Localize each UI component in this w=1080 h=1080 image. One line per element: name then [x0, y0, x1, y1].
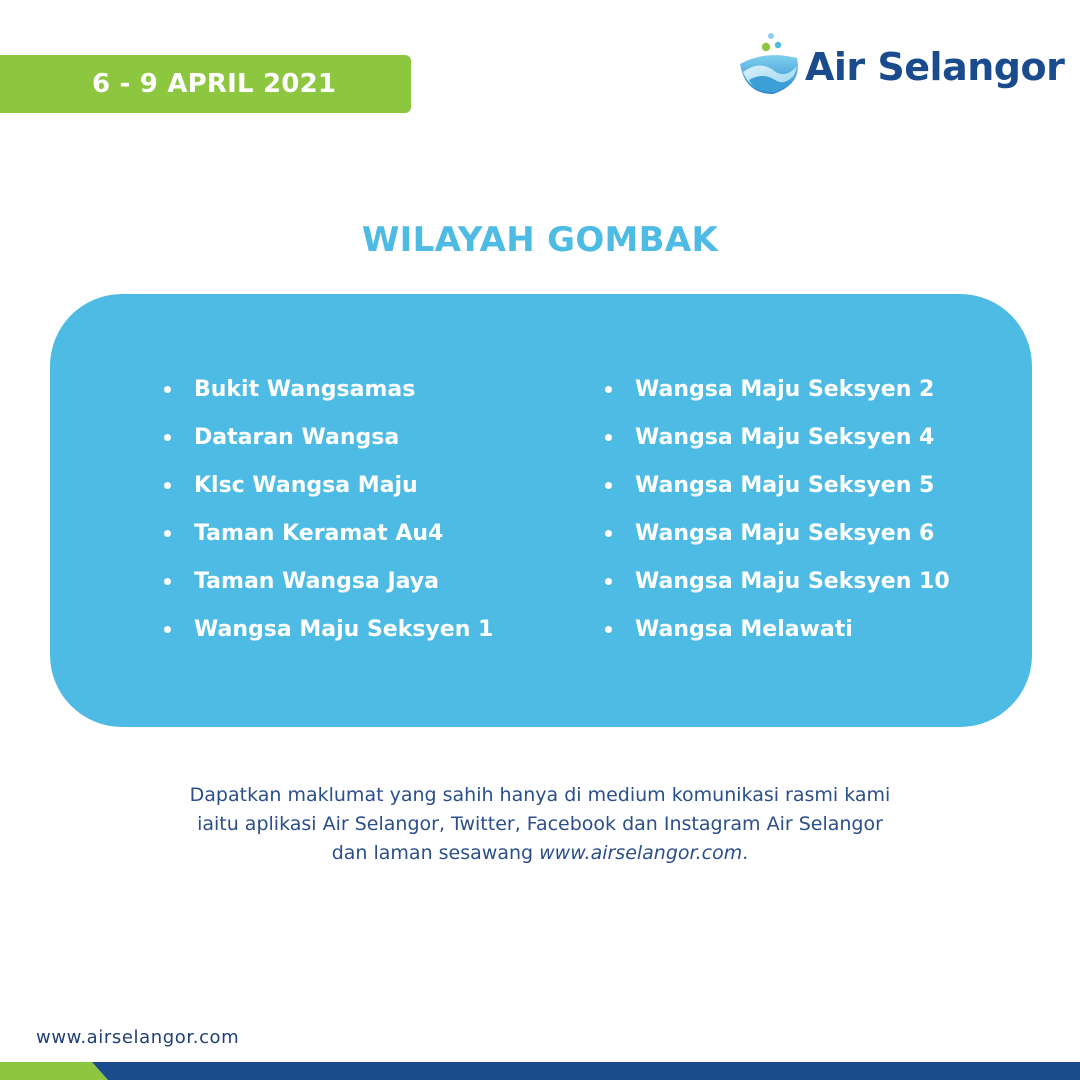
- area-name: Dataran Wangsa: [194, 425, 400, 450]
- list-item: [603, 606, 950, 654]
- area-name: Taman Keramat Au4: [194, 521, 444, 546]
- list-item: [162, 414, 493, 462]
- area-name: Bukit Wangsamas: [194, 377, 416, 402]
- bullet-icon: [605, 626, 612, 633]
- area-list-right: [603, 366, 950, 654]
- list-item: [162, 366, 493, 414]
- list-item: [162, 510, 493, 558]
- bullet-icon: [164, 530, 171, 537]
- footer-website-link[interactable]: www.airselangor.com: [36, 1027, 240, 1048]
- date-banner: [0, 55, 411, 113]
- water-drop-wave-logo-icon: [735, 28, 807, 100]
- date-range: 6 - 9 APRIL 2021: [92, 69, 337, 99]
- bullet-icon: [605, 482, 612, 489]
- bullet-icon: [164, 386, 171, 393]
- list-item: [603, 366, 950, 414]
- bullet-icon: [164, 482, 171, 489]
- bullet-icon: [164, 626, 171, 633]
- area-name: Klsc Wangsa Maju: [194, 473, 418, 498]
- area-list-left: [162, 366, 493, 654]
- logo-wordmark: Air Selangor: [805, 45, 1065, 89]
- bullet-icon: [605, 434, 612, 441]
- region-title: WILAYAH GOMBAK: [361, 220, 719, 260]
- area-name: Wangsa Maju Seksyen 6: [635, 521, 935, 546]
- bullet-icon: [605, 578, 612, 585]
- list-item: [603, 510, 950, 558]
- notice-line-3-prefix: dan laman sesawang: [331, 842, 540, 864]
- area-name: Wangsa Maju Seksyen 2: [635, 377, 935, 402]
- list-item: [603, 462, 950, 510]
- bullet-icon: [605, 530, 612, 537]
- list-item: [603, 414, 950, 462]
- notice-line-3-suffix: .: [742, 842, 749, 864]
- area-name: Taman Wangsa Jaya: [194, 569, 439, 594]
- official-channels-notice: [140, 781, 940, 868]
- notice-line-2: iaitu aplikasi Air Selangor, Twitter, Facebook dan Instagram Air Selangor: [197, 813, 883, 835]
- bullet-icon: [605, 386, 612, 393]
- list-item: [162, 606, 493, 654]
- footer-bar: [0, 1062, 1080, 1080]
- notice-line-1: Dapatkan maklumat yang sahih hanya di medium komunikasi rasmi kami: [189, 784, 891, 806]
- list-item: [162, 558, 493, 606]
- list-item: [162, 462, 493, 510]
- area-name: Wangsa Maju Seksyen 5: [635, 473, 935, 498]
- air-selangor-logo[interactable]: [735, 28, 1065, 103]
- area-name: Wangsa Maju Seksyen 10: [635, 569, 950, 594]
- bullet-icon: [164, 434, 171, 441]
- website-link[interactable]: www.airselangor.com: [539, 842, 743, 864]
- list-item: [603, 558, 950, 606]
- notice-line-3: [140, 839, 940, 868]
- area-name: Wangsa Maju Seksyen 4: [635, 425, 935, 450]
- bullet-icon: [164, 578, 171, 585]
- area-name: Wangsa Maju Seksyen 1: [194, 617, 494, 642]
- area-name: Wangsa Melawati: [635, 617, 853, 642]
- affected-areas-panel: [50, 294, 1032, 727]
